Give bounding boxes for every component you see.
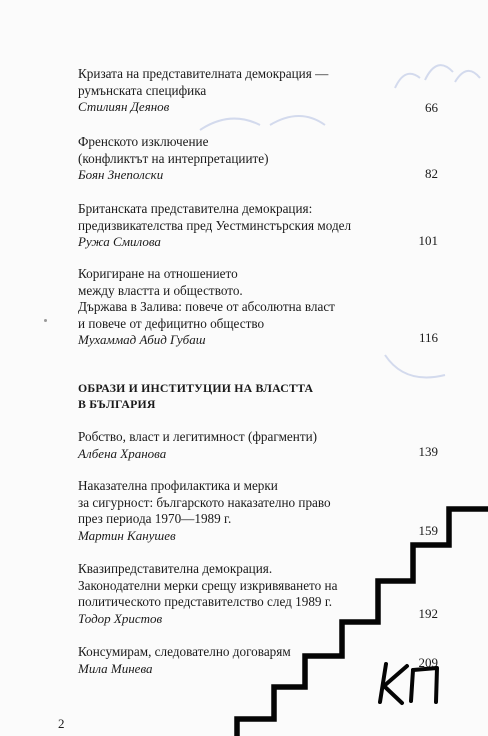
entry-title-line: Робство, власт и легитимност (фрагменти) <box>78 429 318 444</box>
entry-author: Мухаммад Абид Губаш <box>78 332 206 347</box>
entry-author: Албена Хранова <box>78 445 167 461</box>
entry-title-line: (конфликтът на интерпретациите) <box>78 150 269 166</box>
entry-page-number: 82 <box>425 166 438 181</box>
entry-title-line: през периода 1970—1989 г. <box>78 511 232 526</box>
entry-author: Мартин Канушев <box>78 527 176 543</box>
entry-page-number: 116 <box>418 330 438 345</box>
entry-title-line: Консумирам, следователно договарям <box>78 644 291 659</box>
entry-title-line: между властта и обществото. <box>78 282 243 298</box>
entry-author: Ружа Смилова <box>78 234 161 249</box>
entry-page-number: 159 <box>418 523 438 538</box>
entry-author: Мила Минева <box>78 660 153 676</box>
entry-title-line: Френското изключение <box>78 134 209 149</box>
entry-title-line: румънската специфика <box>78 82 207 98</box>
entry-page-number: 209 <box>418 655 438 670</box>
entry-page-number: 192 <box>418 606 438 621</box>
entry-title-line: и повече от дефицитно общество <box>78 315 265 331</box>
entry-author: Тодор Христов <box>78 610 163 626</box>
entry-author: Боян Знеполски <box>78 167 164 182</box>
entry-author: Стилиян Деянов <box>78 99 170 114</box>
entry-title-line: Законодателни мерки срещу изкривяването на <box>78 577 338 593</box>
entry-title-line: Коригиране на отношението <box>78 266 238 281</box>
entry-title-line: Държава в Залива: повече от абсолютна власт <box>78 299 335 314</box>
entry-title-line: политическото представителство след 1989 г. <box>78 594 333 609</box>
entry-page-number: 101 <box>418 233 438 248</box>
page-folio-number: 2 <box>58 716 65 731</box>
entry-title-line: за сигурност: българското наказателно право <box>78 494 331 510</box>
entry-title-line: Наказателна профилактика и мерки <box>78 478 278 493</box>
entry-title-line: Британската представителна демокрация: <box>78 201 313 216</box>
entry-page-number: 66 <box>425 100 438 115</box>
section-heading-line: ОБРАЗИ И ИНСТИТУЦИИ НА ВЛАСТТА <box>78 381 314 395</box>
entry-page-number: 139 <box>418 444 438 459</box>
section-heading-line: В БЪЛГАРИЯ <box>78 397 156 411</box>
entry-title-line: Квазипредставителна демокрация. <box>78 561 273 576</box>
entry-title-line: Кризата на представителната демокрация — <box>78 66 329 81</box>
entry-title-line: предизвикателства пред Уестминстърския модел <box>78 217 352 233</box>
